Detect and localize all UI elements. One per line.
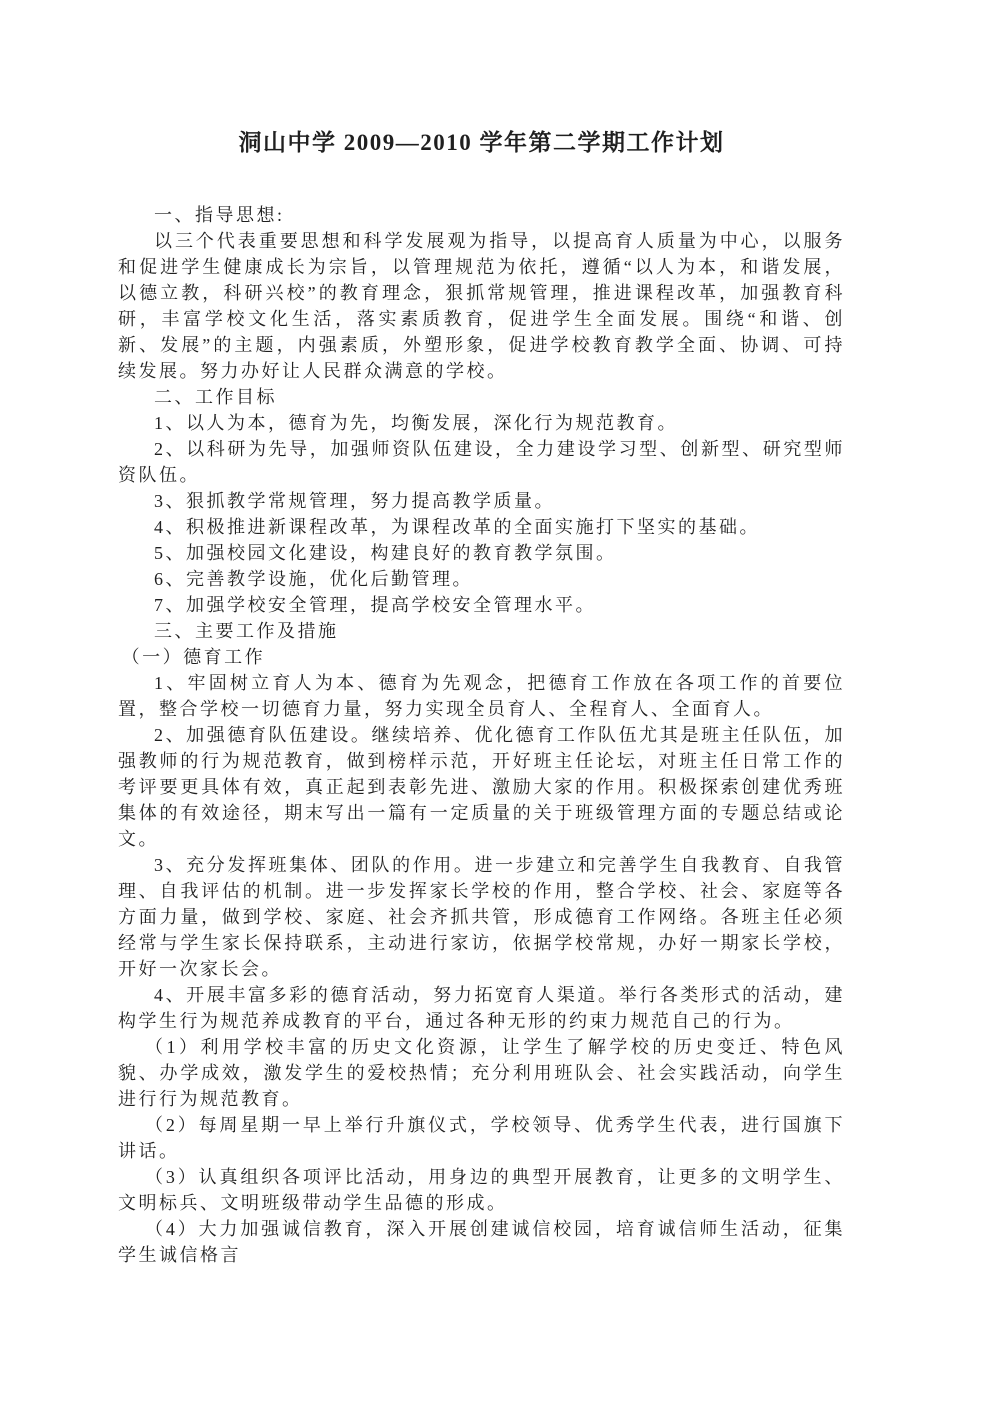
paragraph-body: 1、以人为本，德育为先，均衡发展，深化行为规范教育。: [154, 413, 678, 433]
paragraph-body: 6、完善教学设施，优化后勤管理。: [154, 569, 473, 589]
paragraph-heading: 二、工作目标: [154, 387, 277, 407]
paragraph-heading: 一、指导思想:: [154, 205, 285, 225]
paragraph-body: 2、以科研为先导，加强师资队伍建设，全力建设学习型、创新型、研究型师资队伍。: [118, 439, 845, 485]
paragraph-paren-item: （4）大力加强诚信教育，深入开展创建诚信校园，培育诚信师生活动，征集学生诚信格言: [118, 1219, 845, 1265]
paragraph-paren-item: （3）认真组织各项评比活动，用身边的典型开展教育，让更多的文明学生、文明标兵、文明班级带动学生品德的形成。: [118, 1167, 845, 1213]
paragraph-sub-heading: （一）德育工作: [121, 647, 266, 667]
paragraph-paren-item: （1）利用学校丰富的历史文化资源，让学生了解学校的历史变迁、特色风貌、办学成效，激发学生的爱校热情；充分利用班队会、社会实践活动，向学生进行行为规范教育。: [118, 1037, 845, 1109]
document-title: 洞山中学 2009—2010 学年第二学期工作计划: [238, 130, 725, 155]
paragraph-body: 4、开展丰富多彩的德育活动，努力拓宽育人渠道。举行各类形式的活动，建构学生行为规范养成教育的平台，通过各种无形的约束力规范自己的行为。: [118, 985, 845, 1031]
paragraph-body: 4、积极推进新课程改革，为课程改革的全面实施打下坚实的基础。: [154, 517, 760, 537]
paragraph-body: 5、加强校园文化建设，构建良好的教育教学氛围。: [154, 543, 617, 563]
document-body: [118, 202, 845, 1268]
paragraph-body: 2、加强德育队伍建设。继续培养、优化德育工作队伍尤其是班主任队伍，加强教师的行为规范教育，做到榜样示范，开好班主任论坛，对班主任日常工作的考评要更具体有效，真正起到表彰先进、激励大家的作用。积极探索创建优秀班集体的有效途径，期末写出一篇有一定质量的关于班级管理方面的专题总结或论文。: [118, 725, 845, 849]
paragraph-body: 7、加强学校安全管理，提高学校安全管理水平。: [154, 595, 596, 615]
paragraph-heading: 三、主要工作及措施: [154, 621, 339, 641]
paragraph-body: 3、狠抓教学常规管理，努力提高教学质量。: [154, 491, 555, 511]
paragraph-body: 3、充分发挥班集体、团队的作用。进一步建立和完善学生自我教育、自我管理、自我评估的机制。进一步发挥家长学校的作用，整合学校、社会、家庭等各方面力量，做到学校、家庭、社会齐抓共管，形成德育工作网络。各班主任必须经常与学生家长保持联系，主动进行家访，依据学校常规，办好一期家长学校，开好一次家长会。: [118, 855, 845, 979]
paragraph-paren-item: （2）每周星期一早上举行升旗仪式，学校领导、优秀学生代表，进行国旗下讲话。: [118, 1115, 845, 1161]
paragraph-body: 以三个代表重要思想和科学发展观为指导，以提高育人质量为中心，以服务和促进学生健康成长为宗旨，以管理规范为依托，遵循“以人为本，和谐发展，以德立教，科研兴校”的教育理念，狠抓常规管理，推进课程改革，加强教育科研，丰富学校文化生活，落实素质教育，促进学生全面发展。围绕“和谐、创新、发展”的主题，内强素质，外塑形象，促进学校教育教学全面、协调、可持续发展。努力办好让人民群众满意的学校。: [118, 231, 845, 381]
paragraph-body: 1、牢固树立育人为本、德育为先观念，把德育工作放在各项工作的首要位置，整合学校一切德育力量，努力实现全员育人、全程育人、全面育人。: [118, 673, 845, 719]
